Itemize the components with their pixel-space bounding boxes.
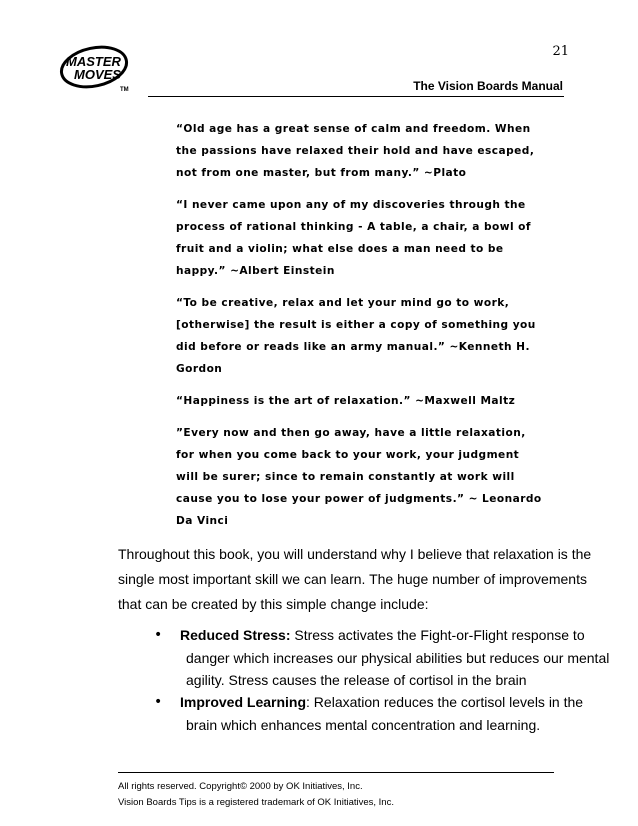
quote-line: ”Every now and then go away, have a little relaxation, <box>176 427 526 439</box>
quote-line: “Happiness is the art of relaxation.” ~Maxwell Maltz <box>176 395 516 407</box>
quote-line: will be surer; since to remain constantly at work will <box>176 471 515 483</box>
bullet-text: Stress activates the Fight-or-Flight response to <box>290 627 585 643</box>
bullet-text: brain which enhances mental concentration and learning. <box>186 717 541 733</box>
master-moves-logo <box>58 44 144 104</box>
bullet-text: danger which increases our physical abilities but reduces our mental <box>186 650 610 666</box>
manual-title: The Vision Boards Manual <box>413 79 563 93</box>
footer-trademark: Vision Boards Tips is a registered trademark of OK Initiatives, Inc. <box>118 797 394 808</box>
quote-line: “Old age has a great sense of calm and freedom. When <box>176 123 531 135</box>
quote-line: Da Vinci <box>176 515 229 527</box>
quote-line: for when you come back to your work, your judgment <box>176 449 520 461</box>
bullet-symbol: • <box>154 627 163 643</box>
quote-line: happy.” ~Albert Einstein <box>176 265 335 277</box>
footer-copyright: All rights reserved. Copyright© 2000 by OK Initiatives, Inc. <box>118 781 363 792</box>
quote-line: process of rational thinking - A table, a chair, a bowl of <box>176 221 531 233</box>
bullet-text: agility. Stress causes the release of cortisol in the brain <box>186 672 527 688</box>
paragraph-line: Throughout this book, you will understand why I believe that relaxation is the <box>118 546 592 562</box>
logo-tm: TM <box>120 87 129 93</box>
quote-line: cause you to lose your power of judgments.” ~ Leonardo <box>176 493 542 505</box>
quote-line: not from one master, but from many.” ~Plato <box>176 167 467 179</box>
logo-line2: MOVES <box>74 67 121 82</box>
bullet-item-reduced-stress <box>180 627 585 643</box>
quote-line: [otherwise] the result is either a copy of something you <box>176 319 536 331</box>
paragraph-line: single most important skill we can learn. The huge number of improvements <box>118 571 587 587</box>
bullet-term: Reduced Stress: <box>180 627 291 643</box>
quote-line: “To be creative, relax and let your mind go to work, <box>176 297 510 309</box>
quote-line: the passions have relaxed their hold and have escaped, <box>176 145 535 157</box>
quote-line: “I never came upon any of my discoveries through the <box>176 199 526 211</box>
bullet-symbol: • <box>154 694 163 710</box>
quote-line: did before or reads like an army manual.” ~Kenneth H. <box>176 341 530 353</box>
header-rule <box>148 96 564 97</box>
paragraph-line: that can be created by this simple change include: <box>118 596 429 612</box>
bullet-text: : Relaxation reduces the cortisol levels in the <box>306 694 584 710</box>
logo-line1: MASTER <box>66 54 121 69</box>
bullet-item-improved-learning <box>180 694 583 710</box>
bullet-term: Improved Learning <box>180 694 307 710</box>
footer-rule <box>118 772 554 773</box>
page-number: 21 <box>552 44 569 59</box>
quote-line: Gordon <box>176 363 223 375</box>
quote-line: fruit and a violin; what else does a man need to be <box>176 243 504 255</box>
